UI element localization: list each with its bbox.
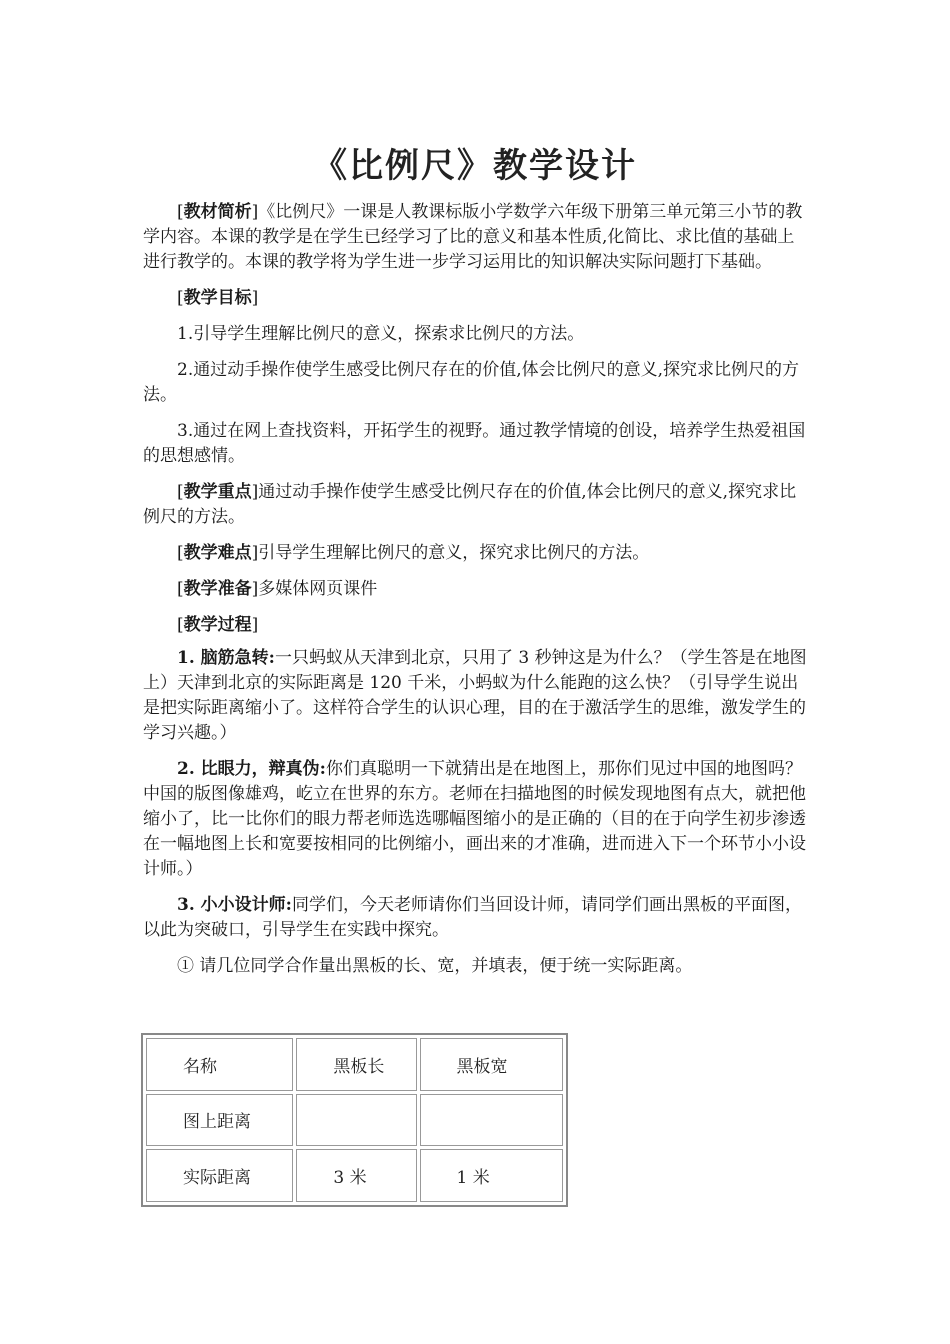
step-label: 1. 脑筋急转:	[177, 648, 275, 668]
table-header-cell: 名称	[146, 1038, 293, 1091]
bracket-open: [	[177, 579, 184, 599]
table-header-cell: 黑板宽	[420, 1038, 564, 1091]
step-text: 你们真聪明一下就猜出是在地图上，那你们见过中国的地图吗？中国的版图像雄鸡，屹立在世界的东方。老师在扫描地图的时候发现地图有点大，就把他缩小了，比一比你们的眼力帮老师选选哪幅图缩小的是正确的（目的在于向学生初步渗透在一幅地图上长和宽要按相同的比例缩小，画出来的才准确，进而进入下一个环节小小设计师。）	[143, 759, 806, 879]
table-cell: 实际距离	[146, 1149, 293, 1202]
difficulty-label: 教学难点	[183, 543, 252, 563]
bracket-open: [	[177, 202, 184, 222]
goal-item-3: 3.通过在网上查找资料，开拓学生的视野。通过教学情境的创设，培养学生热爱祖国的思想感情。	[143, 421, 806, 466]
preparation-text: 多媒体网页课件	[258, 579, 378, 599]
table-cell	[420, 1094, 564, 1147]
process-heading	[143, 613, 811, 638]
bracket-close: ]	[251, 579, 259, 599]
material-analysis-text: 《比例尺》一课是人教课标版小学数学六年级下册第三单元第三小节的教学内容。本课的教学是在学生已经学习了比的意义和基本性质,化简比、求比值的基础上进行教学的。本课的教学将为学生进一步学习运用比的知识解决实际问题打下基础。	[143, 202, 803, 272]
step-text: 一只蚂蚁从天津到北京，只用了 3 秒钟这是为什么？（学生答是在地图上）天津到北京的实际距离是 120 千米，小蚂蚁为什么能跑的这么快？（引导学生说出是把实际距离缩小了。这样符合学生的认识心理，目的在于激活学生的思维，激发学生的学习兴趣。）	[143, 648, 807, 743]
table-row	[146, 1149, 563, 1202]
preparation-label: 教学准备	[183, 579, 252, 599]
process-step-2	[143, 757, 811, 882]
goal-item-2: 2.通过动手操作使学生感受比例尺存在的价值,体会比例尺的意义,探究求比例尺的方法。	[143, 360, 800, 405]
table-cell	[296, 1094, 416, 1147]
table-header-row	[146, 1038, 563, 1091]
step-text: 同学们，今天老师请你们当回设计师，请同学们画出黑板的平面图，以此为突破口，引导学生在实践中探究。	[143, 895, 802, 940]
bracket-open: [	[177, 543, 184, 563]
table-cell: 1 米	[420, 1149, 564, 1202]
document-body	[143, 200, 811, 990]
key-point-label: 教学重点	[183, 482, 252, 502]
table-cell: 图上距离	[146, 1094, 293, 1147]
preparation-paragraph	[143, 577, 811, 602]
step-label: 2. 比眼力，辩真伪:	[177, 759, 326, 779]
material-analysis-label: 教材简析	[183, 202, 252, 222]
bracket-close: ]	[251, 543, 259, 563]
material-analysis-paragraph	[143, 200, 811, 275]
step-label: 3. 小小设计师:	[177, 895, 292, 915]
goal-item-1: 1.引导学生理解比例尺的意义，探索求比例尺的方法。	[177, 324, 585, 344]
table-row	[146, 1094, 563, 1147]
difficulty-paragraph	[143, 541, 811, 566]
sub-step-1: ① 请几位同学合作量出黑板的长、宽，并填表，便于统一实际距离。	[177, 956, 693, 976]
bracket-open: [	[177, 615, 184, 635]
key-point-text: 通过动手操作使学生感受比例尺存在的价值,体会比例尺的意义,探究求比例尺的方法。	[143, 482, 797, 527]
bracket-close: ]	[251, 202, 259, 222]
bracket-open: [	[177, 482, 184, 502]
process-step-3	[143, 893, 811, 943]
goals-label: 教学目标	[183, 288, 252, 308]
bracket-close: ]	[251, 615, 259, 635]
document-title: 《比例尺》教学设计	[313, 146, 637, 186]
process-step-1	[143, 646, 811, 746]
bracket-close: ]	[251, 482, 259, 502]
bracket-close: ]	[251, 288, 259, 308]
difficulty-text: 引导学生理解比例尺的意义，探究求比例尺的方法。	[258, 543, 650, 563]
key-point-paragraph	[143, 480, 811, 530]
process-label: 教学过程	[183, 615, 252, 635]
bracket-open: [	[177, 288, 184, 308]
goals-heading	[143, 286, 811, 311]
measurement-table	[141, 1033, 568, 1207]
table-cell: 3 米	[296, 1149, 416, 1202]
table-header-cell: 黑板长	[296, 1038, 416, 1091]
